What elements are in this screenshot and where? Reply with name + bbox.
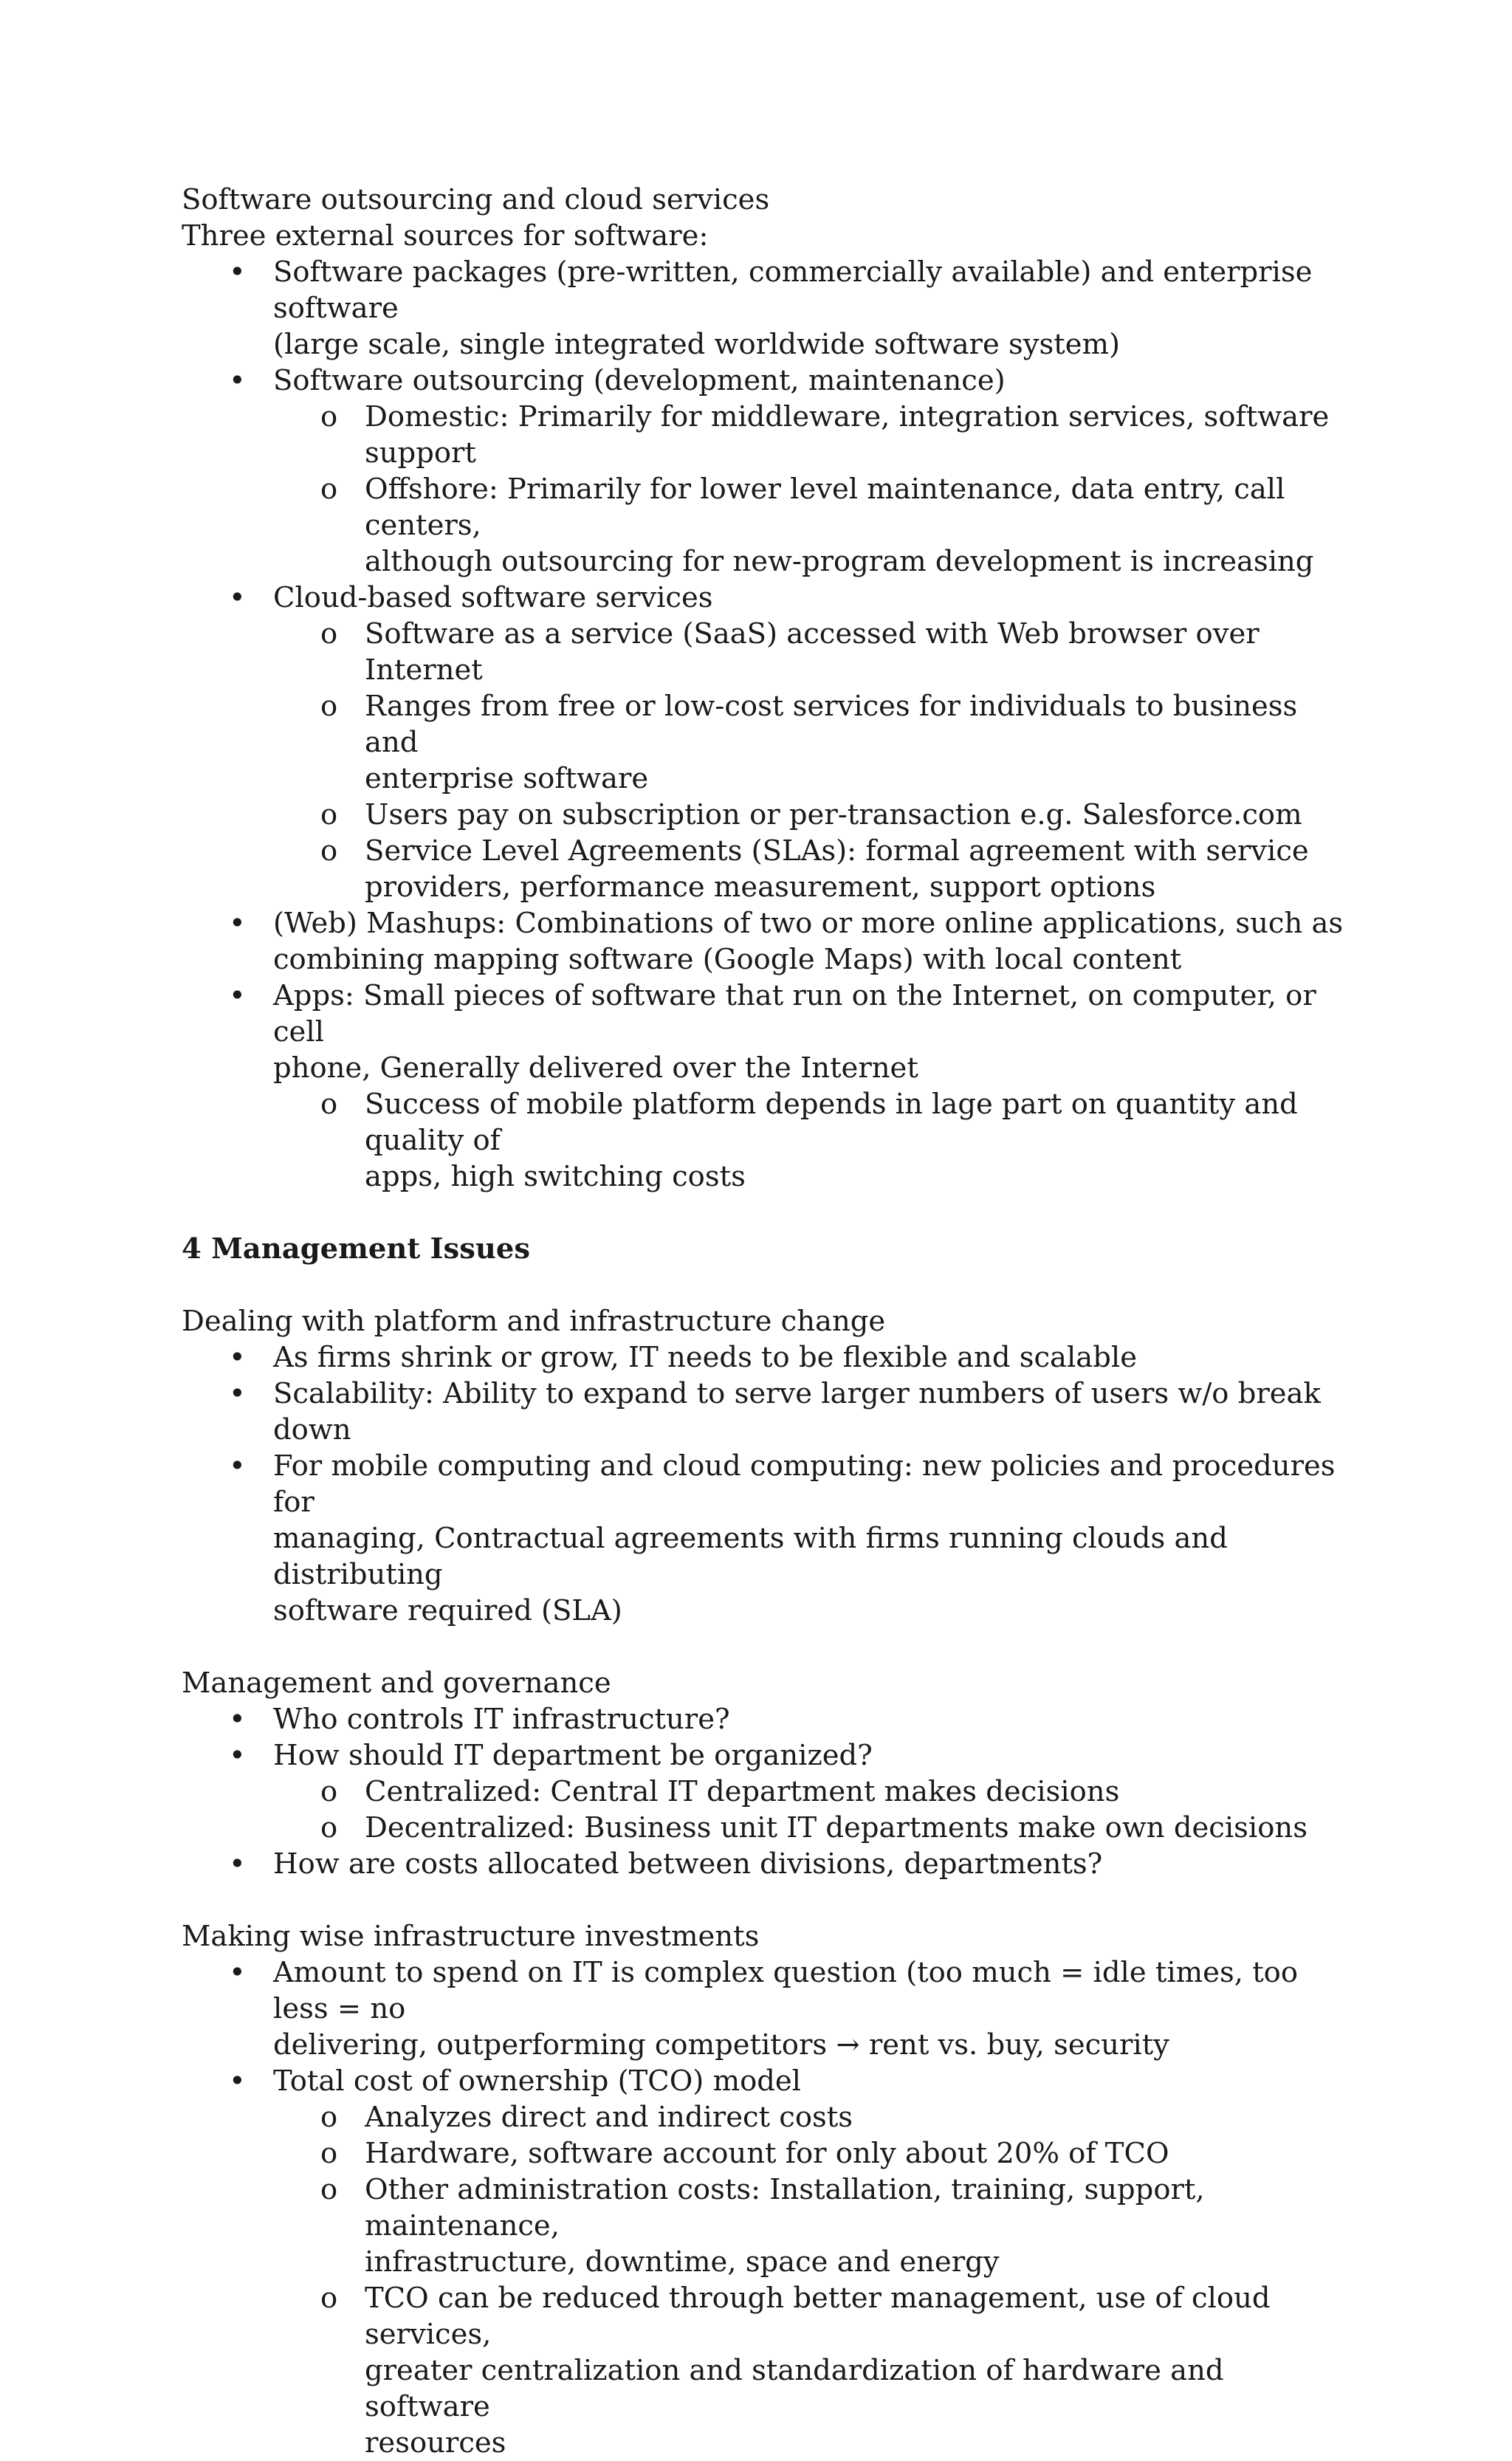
bullet-icon: • [229, 1377, 246, 1410]
sub-list-item-text: Service Level Agreements (SLAs): formal agreement with service providers, performance measurement, support options [365, 834, 1309, 904]
sub-list-item-text: Other administration costs: Installation, training, support, maintenance, infrastructure, downtime, space and energy [365, 2173, 1205, 2279]
list-item [182, 1737, 1348, 1774]
list-item-text: How should IT department be organized? [273, 1739, 873, 1772]
sub-list-item-text: Software as a service (SaaS) accessed with Web browser over Internet [365, 617, 1260, 687]
spacer [182, 1882, 1348, 1918]
sub-list-item [182, 2099, 1348, 2135]
list-item [182, 1448, 1348, 1629]
list-item-text: Apps: Small pieces of software that run on the Internet, on computer, or cell phone, Generally delivered over the Internet [273, 979, 1316, 1085]
bullet-icon: • [229, 907, 246, 940]
circle-bullet-icon: o [320, 1775, 338, 1808]
list-item-text: Amount to spend on IT is complex question (too much = idle times, too less = no delivering, outperforming competitors → rent vs. buy, security [273, 1956, 1299, 2062]
circle-bullet-icon: o [320, 400, 338, 433]
bullet-list [182, 1701, 1348, 1882]
section-title: Dealing with platform and infrastructure change [182, 1305, 886, 1338]
circle-bullet-icon: o [320, 2173, 338, 2206]
sub-list-item-text: Ranges from free or low-cost services for individuals to business and enterprise software [365, 690, 1298, 795]
sub-list-item-text: Decentralized: Business unit IT departments make own decisions [365, 1811, 1307, 1844]
sub-list-item-text: Success of mobile platform depends in lage part on quantity and quality of apps, high switching costs [365, 1088, 1298, 1193]
bullet-icon: • [229, 364, 246, 397]
list-item-text: Software outsourcing (development, maintenance) [273, 364, 1006, 397]
sub-list-item-text: TCO can be reduced through better management, use of cloud services, greater centralization and standardization of hardware and software resources [365, 2282, 1271, 2460]
circle-bullet-icon: o [320, 690, 338, 723]
bullet-icon: • [229, 2064, 246, 2098]
sub-list-item [182, 471, 1348, 580]
list-item-text: Software packages (pre-written, commercially available) and enterprise software (large scale, single integrated worldwide software system) [273, 255, 1313, 361]
sub-list-item-text: Hardware, software account for only about 20% of TCO [365, 2137, 1169, 2170]
circle-bullet-icon: o [320, 1811, 338, 1844]
sub-list-item [182, 616, 1348, 688]
bullet-icon: • [229, 1703, 246, 1736]
sub-list-item [182, 2135, 1348, 2172]
section-title: Management and governance [182, 1667, 611, 1700]
bullet-icon: • [229, 1341, 246, 1374]
list-item [182, 905, 1348, 978]
bullet-icon: • [229, 1739, 246, 1772]
bullet-icon: • [229, 979, 246, 1012]
list-item-text: Total cost of ownership (TCO) model [273, 2064, 801, 2098]
bullet-icon: • [229, 1956, 246, 1989]
list-item-text: For mobile computing and cloud computing: new policies and procedures for managing, Contractual agreements with firms running clouds and distributing software required (SLA) [273, 1449, 1336, 1627]
circle-bullet-icon: o [320, 2101, 338, 2134]
sub-list-item [182, 2280, 1348, 2461]
sub-list-item-text: Centralized: Central IT department makes decisions [365, 1775, 1120, 1808]
circle-bullet-icon: o [320, 473, 338, 506]
list-item-text: (Web) Mashups: Combinations of two or more online applications, such as combining mapping software (Google Maps) with local content [273, 907, 1344, 976]
page-heading: 4 Management Issues [182, 1232, 531, 1266]
bullet-icon: • [229, 581, 246, 614]
list-item [182, 1339, 1348, 1376]
bullet-icon: • [229, 255, 246, 289]
sub-list-item [182, 797, 1348, 833]
circle-bullet-icon: o [320, 2282, 338, 2315]
sub-list-item [182, 1086, 1348, 1195]
sub-list-item-text: Offshore: Primarily for lower level maintenance, data entry, call centers, although outsourcing for new-program development is increasing [365, 473, 1314, 578]
list-item [182, 2063, 1348, 2099]
list-item [182, 254, 1348, 363]
bullet-icon: • [229, 1449, 246, 1483]
sub-list-item-text: Analyzes direct and indirect costs [365, 2101, 853, 2134]
document-page [182, 182, 1348, 2461]
section-intro: Three external sources for software: [182, 219, 709, 253]
bullet-list [182, 1954, 1348, 2461]
sub-list-item [182, 1810, 1348, 1846]
sub-list-item [182, 2172, 1348, 2280]
bullet-list [182, 1339, 1348, 1629]
circle-bullet-icon: o [320, 2137, 338, 2170]
spacer [182, 1267, 1348, 1303]
circle-bullet-icon: o [320, 834, 338, 868]
sub-list-item [182, 1774, 1348, 1810]
list-item [182, 1701, 1348, 1737]
section-title: Software outsourcing and cloud services [182, 183, 770, 216]
bullet-list [182, 254, 1348, 1195]
list-item [182, 1846, 1348, 1882]
sub-list-item [182, 833, 1348, 905]
circle-bullet-icon: o [320, 798, 338, 831]
sub-list-item [182, 688, 1348, 797]
list-item-text: Cloud-based software services [273, 581, 713, 614]
list-item [182, 580, 1348, 616]
list-item-text: Who controls IT infrastructure? [273, 1703, 730, 1736]
list-item [182, 1954, 1348, 2063]
list-item-text: As firms shrink or grow, IT needs to be flexible and scalable [273, 1341, 1138, 1374]
list-item [182, 363, 1348, 399]
list-item-text: Scalability: Ability to expand to serve larger numbers of users w/o break down [273, 1377, 1321, 1446]
circle-bullet-icon: o [320, 1088, 338, 1121]
list-item-text: How are costs allocated between divisions, departments? [273, 1847, 1103, 1881]
spacer [182, 1195, 1348, 1231]
sub-list-item-text: Domestic: Primarily for middleware, integration services, software support [365, 400, 1330, 470]
bullet-icon: • [229, 1847, 246, 1881]
sub-list-item-text: Users pay on subscription or per-transaction e.g. Salesforce.com [365, 798, 1302, 831]
section-title: Making wise infrastructure investments [182, 1920, 760, 1953]
spacer [182, 1629, 1348, 1665]
list-item [182, 978, 1348, 1086]
sub-list-item [182, 399, 1348, 471]
list-item [182, 1376, 1348, 1448]
circle-bullet-icon: o [320, 617, 338, 651]
